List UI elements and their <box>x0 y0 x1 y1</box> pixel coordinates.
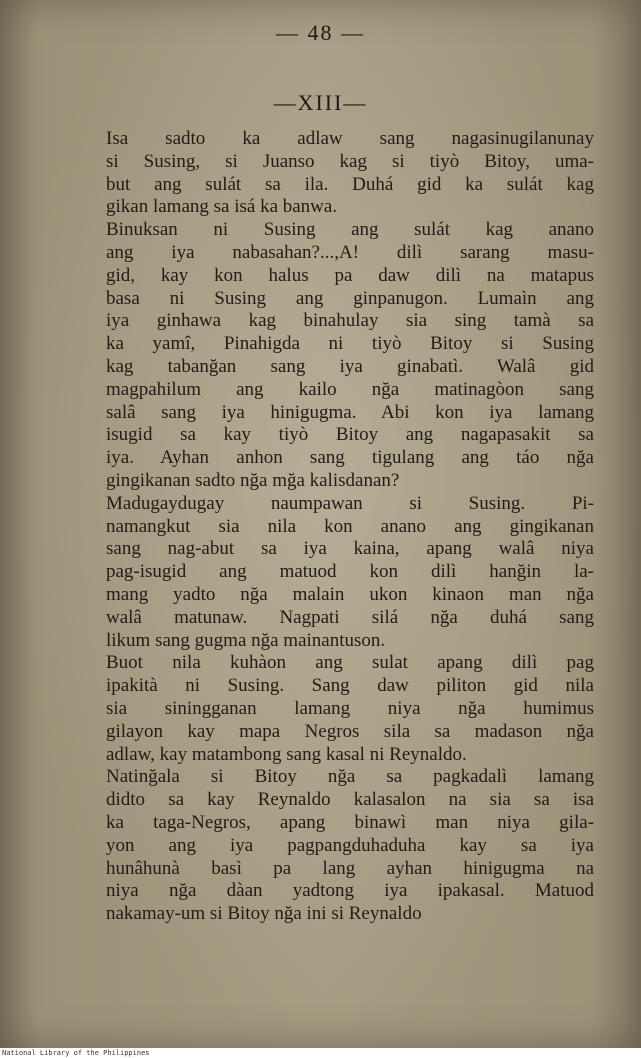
text-line: nakamay-um si Bitoy nğa ini si Reynaldo <box>106 903 422 925</box>
text-line: Isa sadto ka adlaw sang nagasinugilanunay <box>106 128 594 149</box>
text-line: Buot nila kuhàon ang sulat apang dilì pag <box>106 652 594 674</box>
text-line: but ang sulát sa ila. Duhá gid ka sulát kag <box>106 173 594 195</box>
text-line: iya ginhawa kag binahulay sia sing tamà sa <box>106 310 594 332</box>
text-line: ang iya nabasahan?...,A! dilì sarang masu- <box>106 241 594 263</box>
text-line: Natinğala si Bitoy nğa sa pagkadalì lamang <box>106 766 594 788</box>
text-line: Madugaydugay naumpawan si Susing. Pi- <box>106 492 594 514</box>
page-number: — 48 — <box>276 20 365 45</box>
text-line: isugid sa kay tiyò Bitoy ang nagapasakit sa <box>106 424 594 446</box>
text-line: ka yamî, Pinahigda ni tiyò Bitoy si Susing <box>106 333 594 355</box>
text-line: ipakità ni Susing. Sang daw piliton gid nila <box>106 675 594 697</box>
library-credit: National Library of the Philippines <box>0 1048 641 1058</box>
text-line: ka taga-Negros, apang binawì man niya gila- <box>106 811 594 833</box>
text-line: namangkut sia nila kon anano ang gingikanan <box>106 515 594 537</box>
text-line: gingikanan sadto nğa mğa kalisdanan? <box>106 469 400 491</box>
text-line: gilayon kay mapa Negros sila sa madason nğa <box>106 720 594 742</box>
text-line: didto sa kay Reynaldo kalasalon na sia sa isa <box>106 789 594 811</box>
text-line: gikan lamang sa isá ka banwa. <box>106 196 338 218</box>
chapter-heading: —XIII— <box>273 90 368 115</box>
text-line: hunâhunà basì pa lang ayhan hinigugma na <box>106 857 594 879</box>
text-line: pag-isugid ang matuod kon dilì hanğin la- <box>106 561 594 583</box>
text-line: mang yadto nğa malain ukon kinaon man nğa <box>106 583 594 605</box>
text-line: magpahilum ang kailo nğa matinagòon sang <box>106 378 594 400</box>
text-line: kag tabanğan sang iya ginabatì. Walâ gid <box>106 355 594 377</box>
body-text <box>106 128 594 926</box>
text-line: yon ang iya pagpangduhaduha kay sa iya <box>106 834 594 856</box>
text-line: salâ sang iya hinigugma. Abi kon iya lamang <box>106 401 594 423</box>
text-line: basa ni Susing ang ginpanugon. Lumaìn ang <box>106 287 594 309</box>
text-line: si Susing, si Juanso kag si tiyò Bitoy, uma- <box>106 150 594 172</box>
text-line: sang nag-abut sa iya kaina, apang walâ niya <box>106 538 594 560</box>
text-line: walâ matunaw. Nagpati silá nğa duhá sang <box>106 606 594 628</box>
text-line: gid, kay kon halus pa daw dilì na matapus <box>106 264 594 286</box>
text-line: niya nğa dàan yadtong iya ipakasal. Matuod <box>106 880 594 902</box>
text-line: adlaw, kay matambong sang kasal ni Reynaldo. <box>106 743 467 765</box>
text-line: sia siningganan lamang niya nğa humimus <box>106 697 594 719</box>
text-line: Binuksan ni Susing ang sulát kag anano <box>106 219 594 241</box>
text-line: iya. Ayhan anhon sang tigulang ang táo nğa <box>106 447 594 469</box>
text-line: likum sang gugma nğa mainantuson. <box>106 629 386 651</box>
